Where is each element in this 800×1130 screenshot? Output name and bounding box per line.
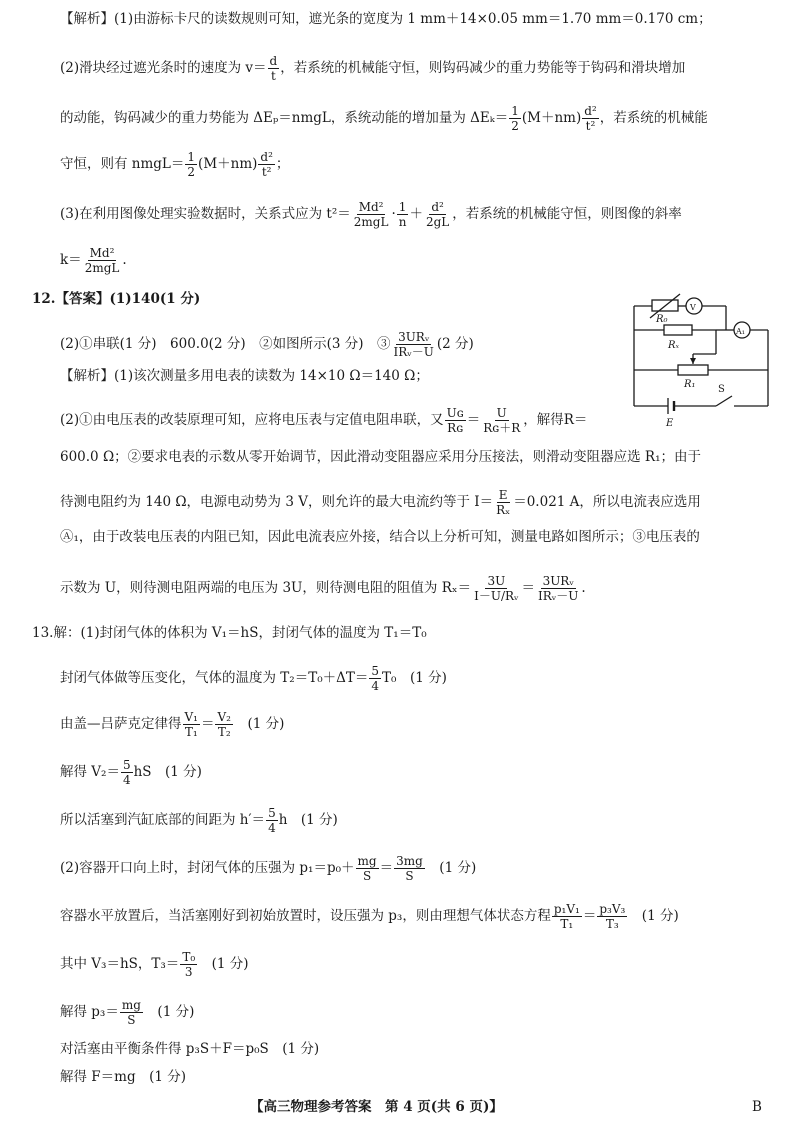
q13-v3-t3: 其中 V₃＝hS，T₃＝ $\frac{\text{T₀}}{3}$ (1 分) [60,950,249,979]
q11-conservation-line: 守恒，则有 nmgL＝ $\frac{1}{2}$ (M＋nm) $\frac{\text{d²}}{\text{t²}}$ ； [60,150,290,179]
fraction: $\frac{\text{p₃V₃}}{\text{T₃}}$ [599,902,626,931]
q13-gay-lussac: 由盖—吕萨克定律得 $\frac{\text{V₁}}{\text{T₁}}$ ＝ $\frac{\text{V₂}}{\text{T₂}}$ (1 分) [60,710,285,739]
footer-title: 【高三物理参考答案 第 4 页(共 6 页)】 [250,1099,503,1115]
label-rx: Rₓ [668,340,680,351]
q13-ideal-gas-law: 容器水平放置后，当活塞刚好到初始放置时，设压强为 p₃，则由理想气体状态方程 $\frac{\text{p₁V₁}}{\text{T₁}}$ ＝ $\frac{\text{p₃V₃}}{\text{T₃}}$ (1 分) [60,902,679,931]
q11-analysis-part1: 【解析】(1)由游标卡尺的读数规则可知，遮光条的宽度为 1 mm＋14×0.05 mm＝1.70 mm＝0.170 cm； [60,11,712,27]
q13-solve-v2: 解得 V₂＝ $\frac{5}{4}$ hS (1 分) [60,758,202,787]
q12-analysis-part2: (2)①由电压表的改装原理可知，应将电压表与定值电阻串联，又 $\frac{\text{Uɢ}}{\text{Rɢ}}$ ＝ $\frac{U}{\text{Rɢ＋R}}$ ，解得R＝ [60,406,588,435]
fraction: $\frac{\text{3URᵥ}}{\text{IRᵥ－U}}$ [393,330,434,359]
q12-analysis-result: 示数为 U，则待测电阻两端的电压为 3U，则待测电阻的阻值为 Rₓ＝ $\frac{3U}{\text{I－U/Rᵥ}}$ ＝ $\frac{\text{3URᵥ}}{\text{IRᵥ－U}}$ . [60,574,586,603]
q13-equilibrium: 对活塞由平衡条件得 p₃S＋F＝p₀S (1 分) [60,1041,320,1057]
fraction: $\frac{\text{3URᵥ}}{\text{IRᵥ－U}}$ [538,574,579,603]
q13-part2-pressure: (2)容器开口向上时，封闭气体的压强为 p₁＝p₀＋ $\frac{mg}{S}$ ＝ $\frac{3mg}{S}$ (1 分) [60,854,477,883]
q11-analysis-part3: (3)在利用图像处理实验数据时，关系式应为 t²＝ $\frac{\text{Md²}}{\text{2mgL}}$ · $\frac{1}{n}$ ＋ $\frac{\text{d²}}{2gL}$ ，若系统的机械能守恒，则图像的斜率 [60,200,682,229]
fraction: $\frac{1}{2}$ [511,104,519,133]
label-r0: R₀ [656,314,668,325]
q12-analysis-part1: 【解析】(1)该次测量多用电表的读数为 14×10 Ω＝140 Ω； [60,368,429,384]
fraction: $\frac{\text{d²}}{\text{t²}}$ [260,150,273,179]
resistor-r1 [678,365,708,375]
q12-answer-part1: 12.【答案】(1)140(1 分) [32,291,201,307]
label-r1: R₁ [684,379,696,390]
fraction: $\frac{d}{t}$ [269,54,278,83]
q11-slope-line: k＝ $\frac{\text{Md²}}{\text{2mgL}}$ . [60,246,127,275]
fraction: $\frac{\text{p₁V₁}}{\text{T₁}}$ [553,902,580,931]
q12-analysis-ammeter: Ⓐ₁，由于改装电压表的内阻已知，因此电流表应外接，结合以上分析可知，测量电路如图所示；③电压表的 [60,529,700,545]
fraction: $\frac{1}{2}$ [187,150,196,179]
fraction: $\frac{mg}{S}$ [121,998,141,1027]
fraction: $\frac{3U}{\text{I－U/Rᵥ}}$ [474,574,519,603]
fraction: $\frac{1}{n}$ [398,200,407,229]
fraction: $\frac{\text{V₂}}{\text{T₂}}$ [217,710,231,739]
label-s: S [718,384,725,395]
q13-piston-distance: 所以活塞到汽缸底部的间距为 h′＝ $\frac{5}{4}$ h (1 分) [60,806,338,835]
fraction: $\frac{\text{Md²}}{\text{2mgL}}$ [84,246,120,275]
fraction: $\frac{5}{4}$ [122,758,131,787]
fraction: $\frac{E}{\text{Rₓ}}$ [496,488,511,517]
fraction: $\frac{\text{d²}}{2gL}$ [425,200,450,229]
fraction: $\frac{3mg}{S}$ [396,854,423,883]
resistor-rx [664,325,692,335]
fraction: $\frac{\text{V₁}}{\text{T₁}}$ [184,710,198,739]
q12-answer-part2: (2)①串联(1 分) 600.0(2 分) ②如图所示(3 分) ③ $\frac{\text{3URᵥ}}{\text{IRᵥ－U}}$ (2 分) [60,330,474,359]
fraction: $\frac{\text{d²}}{\text{t²}}$ [584,104,597,133]
q11-analysis-part2: (2)滑块经过遮光条时的速度为 v＝ $\frac{d}{t}$ ，若系统的机械能守恒，则钩码减少的重力势能等于钩码和滑块增加 [60,54,686,83]
q13-isobaric-temp: 封闭气体做等压变化，气体的温度为 T₂＝T₀＋ΔT＝ $\frac{5}{4}$ T₀ (1 分) [60,664,447,693]
fraction: $\frac{5}{4}$ [268,806,276,835]
slider-arrow [690,358,696,364]
q13-part1-volume: 13.解：(1)封闭气体的体积为 V₁＝hS，封闭气体的温度为 T₁＝T₀ [32,625,427,641]
circuit-diagram [628,288,778,430]
fraction: $\frac{5}{4}$ [371,664,380,693]
label-e: E [666,418,674,429]
label-v: V [690,303,696,312]
q11-kinetic-energy-line: 的动能，钩码减少的重力势能为 ΔEₚ＝nmgL，系统动能的增加量为 ΔEₖ＝ $\frac{1}{2}$ (M＋nm) $\frac{\text{d²}}{\text{t²}}$ ，若系统的机械能 [60,104,708,133]
q13-solve-f: 解得 F＝mg (1 分) [60,1069,187,1085]
q13-solve-p3: 解得 p₃＝ $\frac{mg}{S}$ (1 分) [60,998,195,1027]
page-footer [0,1096,800,1118]
fraction: $\frac{U}{\text{Rɢ＋R}}$ [483,406,521,435]
fraction: $\frac{mg}{S}$ [357,854,377,883]
fraction: $\frac{\text{T₀}}{3}$ [182,950,196,979]
paper-version: B [752,1099,762,1115]
label-a1: A₁ [736,327,745,336]
q12-analysis-rheostat: 600.0 Ω；②要求电表的示数从零开始调节，因此滑动变阻器应采用分压接法，则滑动变阻器应选 R₁；由于 [60,449,701,465]
q12-analysis-current: 待测电阻约为 140 Ω，电源电动势为 3 V，则允许的最大电流约等于 I＝ $\frac{E}{\text{Rₓ}}$ ＝0.021 A，所以电流表应选用 [60,488,701,517]
fraction: $\frac{\text{Uɢ}}{\text{Rɢ}}$ [446,406,464,435]
switch [716,396,732,406]
fraction: $\frac{\text{Md²}}{\text{2mgL}}$ [353,200,389,229]
